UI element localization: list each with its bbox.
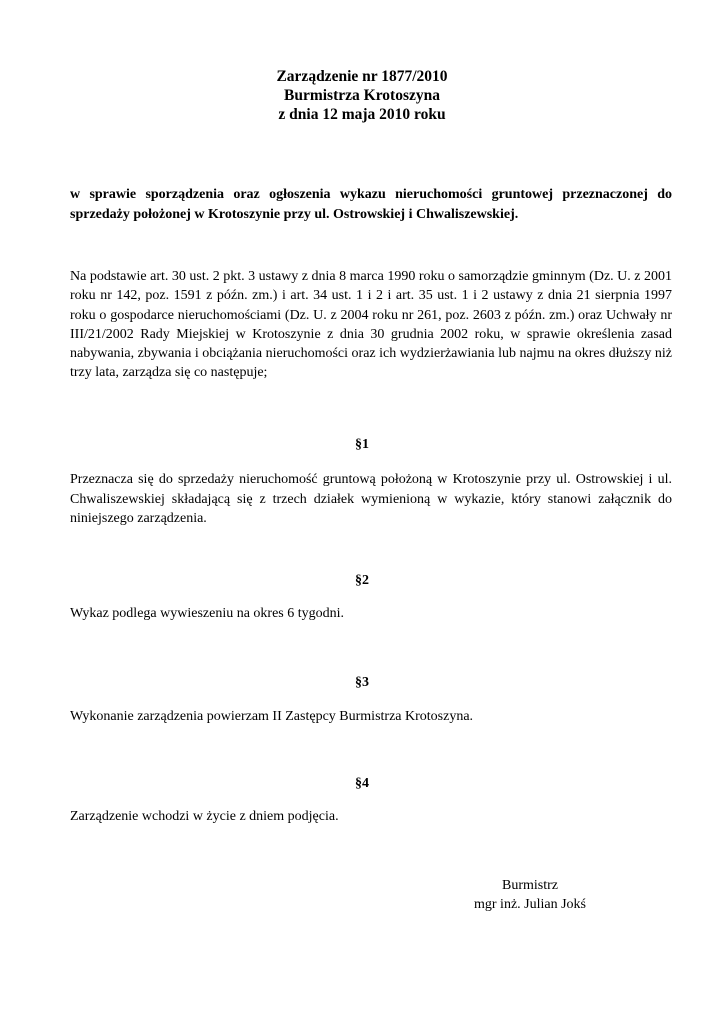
section-mark-1: §1: [355, 437, 369, 452]
document-title: [0, 67, 724, 124]
section-mark-3: §3: [355, 675, 369, 690]
section-text-2: Wykaz podlega wywieszeniu na okres 6 tygodni.: [70, 606, 345, 621]
section-text-3: Wykonanie zarządzenia powierzam II Zastępcy Burmistrza Krotoszyna.: [70, 709, 474, 724]
document-subject: w sprawie sporządzenia oraz ogłoszenia wykazu nieruchomości gruntowej przeznaczonej do sprzedaży położonej w Krotoszynie przy ul. Ostrowskiej i Chwaliszewskiej.: [70, 187, 672, 222]
title-issuer: Burmistrza Krotoszyna: [284, 87, 440, 104]
title-date: z dnia 12 maja 2010 roku: [278, 106, 446, 123]
section-mark-4: §4: [355, 776, 369, 791]
signature-block: [430, 876, 630, 914]
section-mark-2: §2: [355, 573, 369, 588]
section-text-4: Zarządzenie wchodzi w życie z dniem podjęcia.: [70, 809, 339, 824]
section-text-1: Przeznacza się do sprzedaży nieruchomość gruntową położoną w Krotoszynie przy ul. Ostrowskiej i ul. Chwaliszewskiej składającą się z trzech działek wymienioną w wykazie, który stanowi załącznik do niniejszego zarządzenia.: [70, 472, 672, 526]
legal-basis-preamble: Na podstawie art. 30 ust. 2 pkt. 3 ustawy z dnia 8 marca 1990 roku o samorządzie gminnym (Dz. U. z 2001 roku nr 142, poz. 1591 z późn. zm.) i art. 34 ust. 1 i 2 i art. 35 ust. 1 i 2 ustawy z dnia 21 sierpnia 1997 roku o gospodarce nieruchomościami (Dz. U. z 2004 roku nr 261, poz. 2603 z późn. zm.) oraz Uchwały nr III/21/2002 Rady Miejskiej w Krotoszynie z dnia 30 grudnia 2002 roku, w sprawie określenia zasad nabywania, zbywania i obciążania nieruchomości oraz ich wydzierżawiania lub najmu na okres dłuższy niż trzy lata, zarządza się co następuje;: [70, 269, 672, 381]
title-ordinance-number: Zarządzenie nr 1877/2010: [276, 68, 448, 85]
signature-name: mgr inż. Julian Jokś: [474, 897, 586, 912]
signature-role: Burmistrz: [502, 878, 558, 893]
